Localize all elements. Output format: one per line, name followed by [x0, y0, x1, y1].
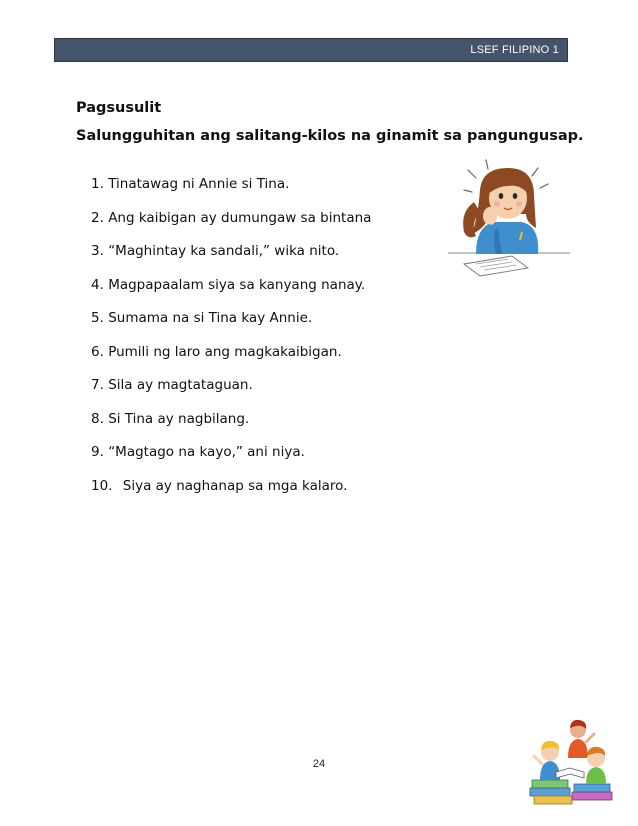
item-text: Siya ay naghanap sa mga kalaro. — [122, 477, 348, 494]
list-item — [91, 275, 371, 309]
item-text: Magpapaalam siya sa kanyang nanay. — [108, 276, 366, 293]
header-label: LSEF FILIPINO 1 — [470, 44, 559, 56]
thinking-girl-illustration — [446, 156, 572, 282]
item-number: 2. — [91, 209, 104, 226]
exercise-list — [91, 174, 371, 509]
list-item — [91, 208, 371, 242]
item-number: 7. — [91, 377, 104, 393]
header-bar — [54, 38, 568, 62]
item-number: 8. — [91, 410, 104, 427]
page-number: 24 — [312, 758, 326, 770]
section-title: Pagsusulit — [76, 100, 162, 116]
item-text: Ang kaibigan ay dumungaw sa bintana — [108, 209, 372, 226]
list-item — [91, 174, 371, 208]
item-text: Pumili ng laro ang magkakaibigan. — [108, 343, 342, 360]
list-item — [91, 342, 371, 376]
item-number: 3. — [91, 243, 104, 259]
list-item — [91, 308, 371, 342]
list-item — [91, 476, 371, 510]
item-text: Si Tina ay nagbilang. — [108, 410, 250, 427]
item-text: Tinatawag ni Annie si Tina. — [108, 176, 290, 192]
item-number: 4. — [91, 276, 104, 293]
list-item — [91, 442, 371, 476]
item-number: 1. — [91, 176, 104, 192]
list-item — [91, 409, 371, 443]
item-number: 9. — [91, 444, 104, 460]
item-number: 6. — [91, 343, 104, 360]
item-number: 10. — [91, 477, 113, 494]
item-text: “Magtago na kayo,” ani niya. — [108, 444, 305, 460]
item-text: “Maghintay ka sandali,” wika nito. — [108, 243, 340, 259]
item-number: 5. — [91, 310, 104, 326]
item-text: Sila ay magtataguan. — [108, 377, 253, 393]
item-text: Sumama na si Tina kay Annie. — [108, 310, 313, 326]
section-instruction: Salungguhitan ang salitang-kilos na ginamit sa pangungusap. — [76, 128, 584, 144]
list-item — [91, 375, 371, 409]
list-item — [91, 241, 371, 275]
